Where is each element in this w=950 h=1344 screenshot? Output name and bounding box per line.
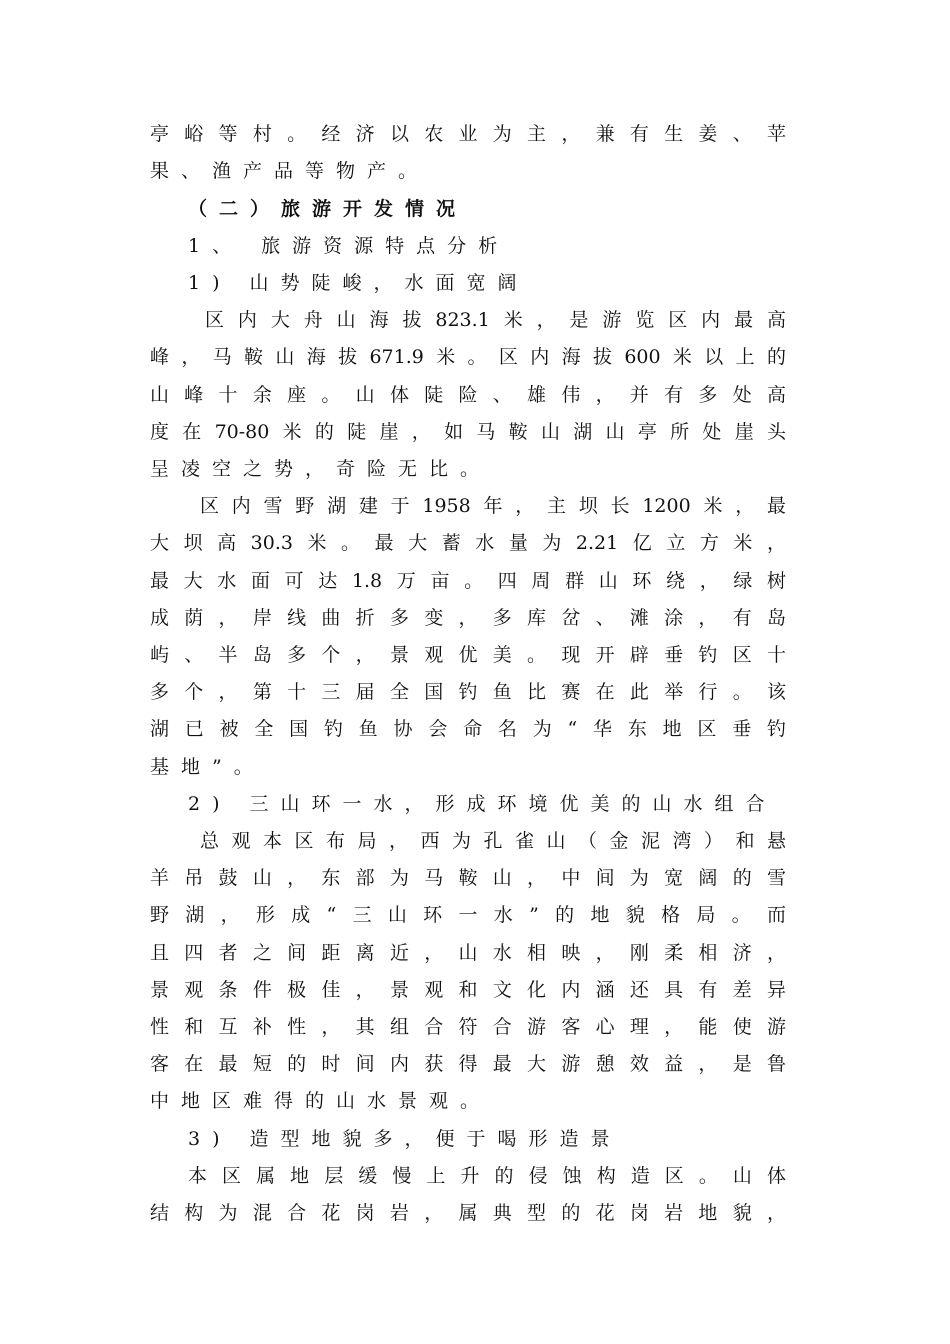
text-line: 区内大舟山海拔823.1米，是游览区内最高	[205, 309, 786, 331]
text-line: 且四者之间距离近，山水相映，刚柔相济，	[150, 942, 786, 964]
text-line: 总观本区布局，西为孔雀山（金泥湾）和悬	[200, 830, 786, 852]
text-line: 结构为混合花岗岩，属典型的花岗岩地貌，	[150, 1202, 786, 1224]
text-line: 景观条件极佳，景观和文化内涵还具有差异	[150, 979, 786, 1001]
text-line: 大坝高30.3米。最大蓄水量为2.21亿立方米，	[150, 532, 786, 554]
text-line: 野湖，形成“三山环一水”的地貌格局。而	[150, 904, 786, 926]
item-heading: 2) 三山环一水，形成环境优美的山水组合	[188, 793, 777, 815]
text-line: 基地”。	[150, 756, 265, 778]
text-line: 山峰十余座。山体陡险、雄伟，并有多处高	[150, 384, 786, 406]
text-line: 呈凌空之势，奇险无比。	[150, 458, 492, 480]
text-line: 性和互补性，其组合符合游客心理，能使游	[150, 1016, 786, 1038]
text-line: 区内雪野湖建于1958年，主坝长1200米，最	[200, 495, 786, 517]
text-line: 屿、半岛多个，景观优美。现开辟垂钓区十	[150, 644, 786, 666]
text-line: 多个，第十三届全国钓鱼比赛在此举行。该	[150, 681, 786, 703]
text-line: 最大水面可达1.8万亩。四周群山环绕，绿树	[150, 570, 786, 592]
text-line: 客在最短的时间内获得最大游憩效益，是鲁	[150, 1053, 786, 1075]
text-line: 羊吊鼓山，东部为马鞍山，中间为宽阔的雪	[150, 867, 786, 889]
subsection-heading: 1、 旅游资源特点分析	[188, 235, 510, 257]
text-line: 峰，马鞍山海拔671.9米。区内海拔600米以上的	[150, 346, 786, 368]
item-heading: 3) 造型地貌多，便于喝形造景	[188, 1128, 622, 1150]
text-line: 成荫，岸线曲折多变，多库岔、滩涂，有岛	[150, 607, 786, 629]
text-line: 湖已被全国钓鱼协会命名为“华东地区垂钓	[150, 718, 786, 740]
text-line: 果、渔产品等物产。	[150, 160, 430, 182]
text-line: 亭峪等村。经济以农业为主，兼有生姜、苹	[150, 123, 786, 145]
text-line: 本区属地层缓慢上升的侵蚀构造区。山体	[188, 1165, 786, 1187]
section-heading: （二）旅游开发情况	[188, 198, 468, 220]
text-line: 度在70-80米的陡崖，如马鞍山湖山亭所处崖头	[150, 421, 786, 443]
text-line: 中地区难得的山水景观。	[150, 1090, 492, 1112]
document-page	[150, 0, 786, 1344]
item-heading: 1) 山势陡峻，水面宽阔	[188, 272, 529, 294]
